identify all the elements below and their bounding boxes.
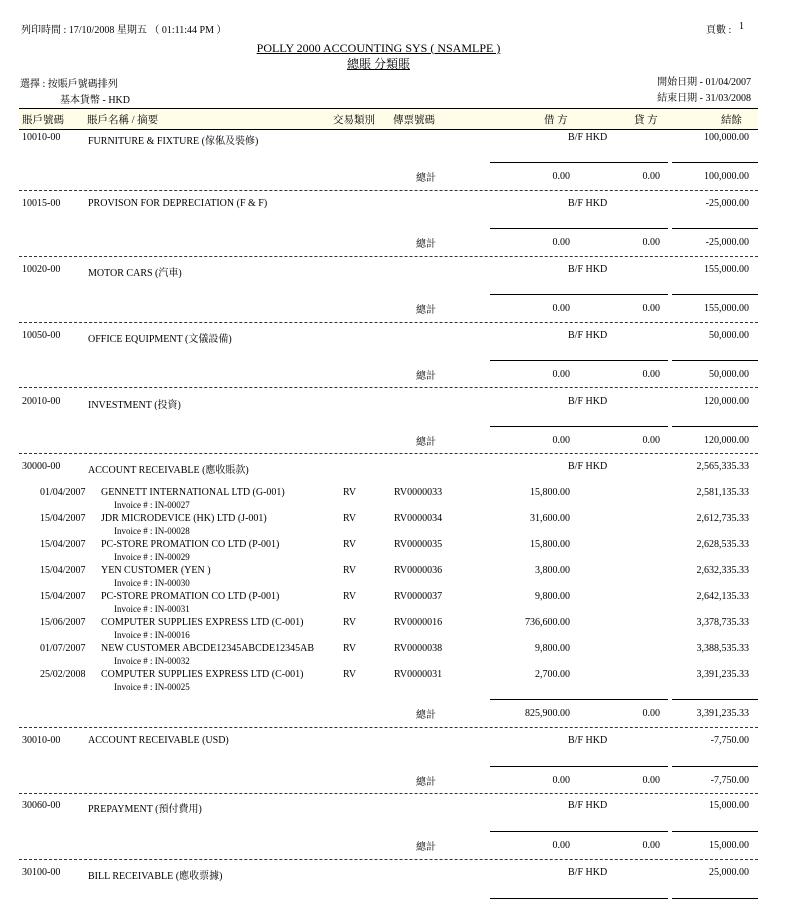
txn-debit: 31,600.00 (530, 513, 570, 524)
bf-balance: 50,000.00 (709, 330, 749, 341)
bf-label: B/F HKD (568, 800, 608, 811)
subtotal-rule (672, 898, 758, 899)
txn-date: 01/04/2007 (40, 487, 86, 498)
base-currency: 基本貨幣 - HKD (60, 95, 130, 106)
account-no: 30010-00 (22, 735, 61, 746)
account-name: OFFICE EQUIPMENT (文儀設備) (88, 334, 232, 345)
total-label: 總計 (416, 842, 436, 853)
txn-doc-no: RV0000036 (394, 565, 443, 576)
total-balance: 15,000.00 (709, 840, 749, 851)
txn-balance: 2,581,135.33 (696, 487, 749, 498)
txn-description: COMPUTER SUPPLIES EXPRESS LTD (C-001) (101, 669, 304, 680)
total-label: 總計 (416, 305, 436, 316)
txn-type: RV (343, 565, 357, 576)
txn-date: 15/04/2007 (40, 539, 86, 550)
bf-balance: -25,000.00 (705, 198, 749, 209)
txn-balance: 2,642,135.33 (696, 591, 749, 602)
total-debit: 0.00 (552, 303, 570, 314)
subtotal-rule (672, 162, 758, 163)
total-debit: 0.00 (552, 237, 570, 248)
account-no: 30100-00 (22, 867, 61, 878)
total-credit: 0.00 (642, 435, 660, 446)
txn-invoice: Invoice # : IN-00028 (114, 526, 190, 536)
total-balance: -7,750.00 (710, 775, 749, 786)
total-balance: 120,000.00 (704, 435, 749, 446)
bf-label: B/F HKD (568, 132, 608, 143)
txn-description: GENNETT INTERNATIONAL LTD (G-001) (101, 487, 285, 498)
total-debit: 0.00 (552, 840, 570, 851)
total-balance: 50,000.00 (709, 369, 749, 380)
txn-date: 15/04/2007 (40, 513, 86, 524)
page-label: 頁數 : (706, 25, 732, 36)
subtotal-rule (672, 831, 758, 832)
subtotal-rule (672, 766, 758, 767)
total-label: 總計 (416, 173, 436, 184)
bf-label: B/F HKD (568, 396, 608, 407)
txn-debit: 3,800.00 (535, 565, 570, 576)
account-no: 10050-00 (22, 330, 61, 341)
separator-line (19, 727, 758, 728)
txn-invoice: Invoice # : IN-00027 (114, 500, 190, 510)
txn-doc-no: RV0000037 (394, 591, 443, 602)
bf-balance: 100,000.00 (704, 132, 749, 143)
separator-line (19, 793, 758, 794)
bf-label: B/F HKD (568, 198, 608, 209)
col-debit: 借 方 (544, 115, 568, 126)
account-name: MOTOR CARS (汽車) (88, 268, 182, 279)
total-label: 總計 (416, 371, 436, 382)
txn-date: 15/04/2007 (40, 591, 86, 602)
txn-description: JDR MICRODEVICE (HK) LTD (J-001) (101, 513, 267, 524)
txn-debit: 736,600.00 (525, 617, 570, 628)
total-credit: 0.00 (642, 708, 660, 719)
total-credit: 0.00 (642, 237, 660, 248)
page-number: 1 (739, 21, 744, 32)
txn-date: 15/06/2007 (40, 617, 86, 628)
total-credit: 0.00 (642, 775, 660, 786)
txn-doc-no: RV0000035 (394, 539, 443, 550)
account-no: 30060-00 (22, 800, 61, 811)
total-credit: 0.00 (642, 840, 660, 851)
txn-type: RV (343, 591, 357, 602)
txn-type: RV (343, 513, 357, 524)
subtotal-rule (490, 699, 668, 700)
txn-debit: 15,800.00 (530, 539, 570, 550)
txn-debit: 9,800.00 (535, 591, 570, 602)
report-subtitle: 總賬 分類賬 (346, 57, 410, 71)
subtotal-rule (490, 898, 668, 899)
separator-line (19, 453, 758, 454)
column-header-bar (19, 108, 758, 130)
txn-date: 01/07/2007 (40, 643, 86, 654)
txn-invoice: Invoice # : IN-00032 (114, 656, 190, 666)
separator-line (19, 190, 758, 191)
bf-label: B/F HKD (568, 735, 608, 746)
txn-debit: 9,800.00 (535, 643, 570, 654)
txn-date: 25/02/2008 (40, 669, 86, 680)
account-no: 30000-00 (22, 461, 61, 472)
separator-line (19, 256, 758, 257)
txn-balance: 3,391,235.33 (696, 669, 749, 680)
bf-label: B/F HKD (568, 330, 608, 341)
txn-description: YEN CUSTOMER (YEN ) (101, 565, 211, 576)
txn-invoice: Invoice # : IN-00016 (114, 630, 190, 640)
selection-criteria: 選擇 : 按賬戶號碼排列 (20, 79, 118, 90)
txn-balance: 3,388,535.33 (696, 643, 749, 654)
bf-balance: 25,000.00 (709, 867, 749, 878)
txn-type: RV (343, 617, 357, 628)
account-name: ACCOUNT RECEIVABLE (USD) (88, 735, 229, 746)
total-debit: 0.00 (552, 435, 570, 446)
txn-type: RV (343, 669, 357, 680)
txn-doc-no: RV0000031 (394, 669, 443, 680)
txn-type: RV (343, 539, 357, 550)
txn-doc-no: RV0000038 (394, 643, 443, 654)
total-label: 總計 (416, 239, 436, 250)
subtotal-rule (490, 831, 668, 832)
subtotal-rule (490, 294, 668, 295)
account-name: BILL RECEIVABLE (應收票據) (88, 871, 223, 882)
bf-balance: 155,000.00 (704, 264, 749, 275)
total-debit: 0.00 (552, 369, 570, 380)
txn-invoice: Invoice # : IN-00029 (114, 552, 190, 562)
total-label: 總計 (416, 777, 436, 788)
txn-debit: 2,700.00 (535, 669, 570, 680)
subtotal-rule (672, 360, 758, 361)
total-balance: 100,000.00 (704, 171, 749, 182)
total-debit: 0.00 (552, 171, 570, 182)
subtotal-rule (672, 426, 758, 427)
txn-invoice: Invoice # : IN-00025 (114, 682, 190, 692)
subtotal-rule (490, 360, 668, 361)
account-no: 10010-00 (22, 132, 61, 143)
col-balance: 結餘 (721, 115, 742, 126)
bf-balance: 15,000.00 (709, 800, 749, 811)
col-txn-type: 交易類別 (333, 115, 375, 126)
subtotal-rule (490, 426, 668, 427)
account-name: INVESTMENT (投資) (88, 400, 181, 411)
account-no: 20010-00 (22, 396, 61, 407)
total-balance: 155,000.00 (704, 303, 749, 314)
total-debit: 825,900.00 (525, 708, 570, 719)
account-no: 10020-00 (22, 264, 61, 275)
subtotal-rule (672, 294, 758, 295)
txn-doc-no: RV0000034 (394, 513, 443, 524)
account-name: ACCOUNT RECEIVABLE (應收賬款) (88, 465, 249, 476)
report-title: POLLY 2000 ACCOUNTING SYS ( NSAMLPE ) (256, 41, 501, 55)
bf-label: B/F HKD (568, 867, 608, 878)
txn-balance: 2,632,335.33 (696, 565, 749, 576)
subtotal-rule (672, 228, 758, 229)
bf-label: B/F HKD (568, 264, 608, 275)
total-credit: 0.00 (642, 369, 660, 380)
subtotal-rule (490, 162, 668, 163)
total-balance: -25,000.00 (705, 237, 749, 248)
txn-balance: 2,612,735.33 (696, 513, 749, 524)
separator-line (19, 322, 758, 323)
txn-type: RV (343, 643, 357, 654)
end-date: 結束日期 - 31/03/2008 (657, 93, 751, 104)
txn-description: PC-STORE PROMATION CO LTD (P-001) (101, 539, 280, 550)
subtotal-rule (490, 766, 668, 767)
txn-balance: 3,378,735.33 (696, 617, 749, 628)
total-debit: 0.00 (552, 775, 570, 786)
separator-line (19, 859, 758, 860)
bf-balance: 2,565,335.33 (696, 461, 749, 472)
txn-doc-no: RV0000033 (394, 487, 443, 498)
txn-invoice: Invoice # : IN-00031 (114, 604, 190, 614)
account-no: 10015-00 (22, 198, 61, 209)
bf-balance: -7,750.00 (710, 735, 749, 746)
txn-type: RV (343, 487, 357, 498)
account-name: PROVISON FOR DEPRECIATION (F & F) (88, 198, 268, 209)
txn-description: NEW CUSTOMER ABCDE12345ABCDE12345AB (101, 643, 314, 654)
account-name: FURNITURE & FIXTURE (傢俬及裝修) (88, 136, 259, 147)
txn-date: 15/04/2007 (40, 565, 86, 576)
subtotal-rule (490, 228, 668, 229)
txn-description: PC-STORE PROMATION CO LTD (P-001) (101, 591, 280, 602)
col-doc-no: 傳票號碼 (393, 115, 435, 126)
account-name: PREPAYMENT (預付費用) (88, 804, 202, 815)
start-date: 開始日期 - 01/04/2007 (657, 77, 751, 88)
bf-balance: 120,000.00 (704, 396, 749, 407)
bf-label: B/F HKD (568, 461, 608, 472)
total-credit: 0.00 (642, 171, 660, 182)
col-account-name: 賬戶名稱 / 摘要 (87, 115, 159, 126)
separator-line (19, 387, 758, 388)
subtotal-rule (672, 699, 758, 700)
col-account-no: 賬戶號碼 (22, 115, 64, 126)
total-label: 總計 (416, 437, 436, 448)
txn-invoice: Invoice # : IN-00030 (114, 578, 190, 588)
txn-description: COMPUTER SUPPLIES EXPRESS LTD (C-001) (101, 617, 304, 628)
txn-balance: 2,628,535.33 (696, 539, 749, 550)
print-time: 列印時間 : 17/10/2008 星期五 （ 01:11:44 PM ） (21, 25, 227, 36)
txn-debit: 15,800.00 (530, 487, 570, 498)
total-credit: 0.00 (642, 303, 660, 314)
total-balance: 3,391,235.33 (696, 708, 749, 719)
col-credit: 貸 方 (634, 115, 658, 126)
txn-doc-no: RV0000016 (394, 617, 443, 628)
total-label: 總計 (416, 710, 436, 721)
